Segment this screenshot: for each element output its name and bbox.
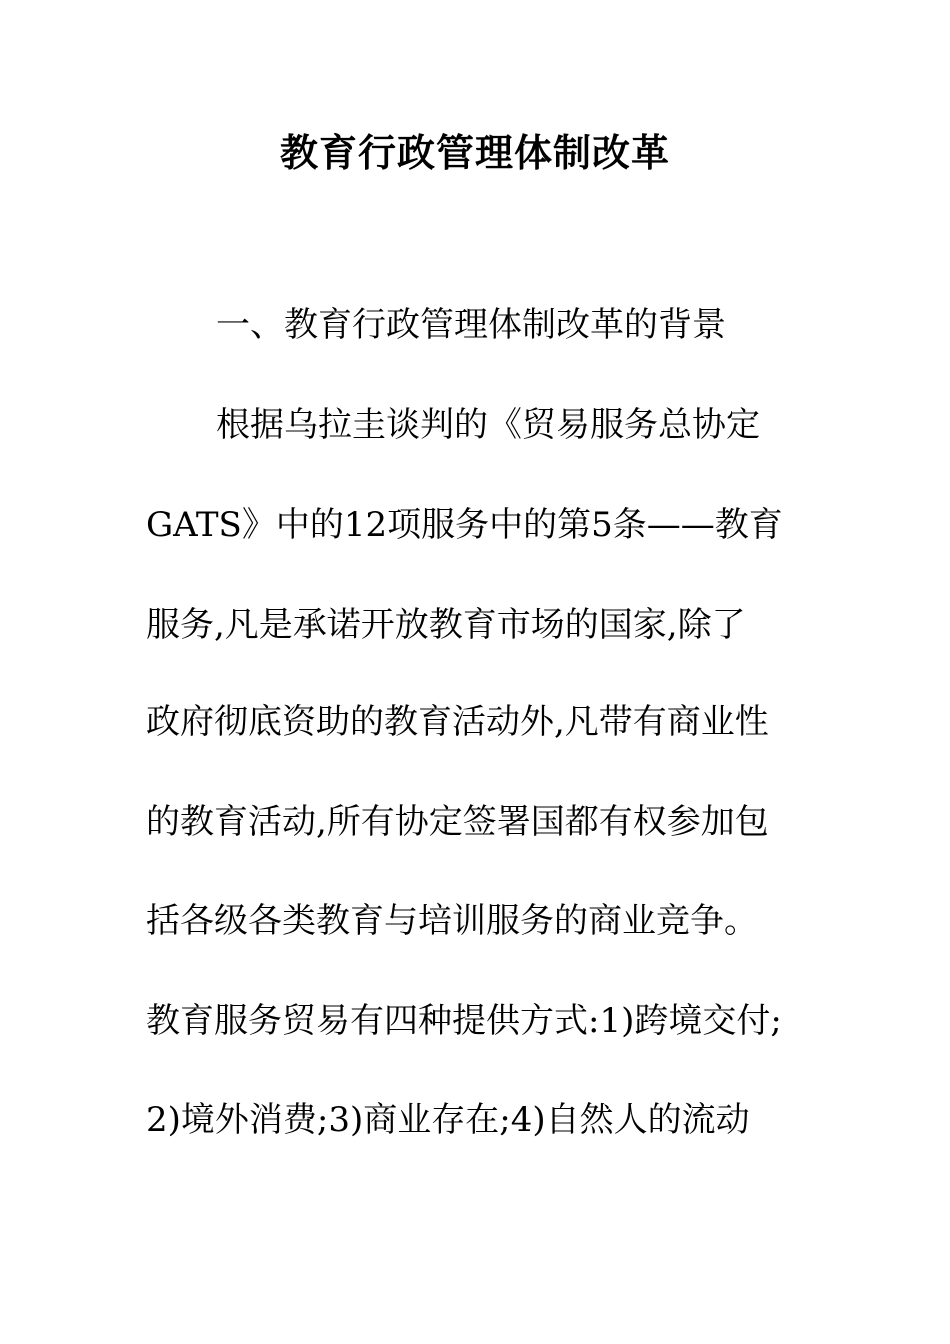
paragraph-line-6: 括各级各类教育与培训服务的商业竞争。 xyxy=(146,901,758,941)
paragraph-line-5: 的教育活动,所有协定签署国都有权参加包 xyxy=(146,802,769,842)
paragraph-line-3: 服务,凡是承诺开放教育市场的国家,除了 xyxy=(146,605,746,645)
section-heading: 一、教育行政管理体制改革的背景 xyxy=(216,305,726,345)
paragraph-line-7: 教育服务贸易有四种提供方式:1)跨境交付; xyxy=(146,1001,782,1041)
paragraph-line-8: 2)境外消费;3)商业存在;4)自然人的流动 xyxy=(146,1100,750,1140)
document-title: 教育行政管理体制改革 xyxy=(279,131,670,175)
paragraph-line-2: GATS》中的12项服务中的第5条——教育 xyxy=(146,505,783,545)
paragraph-line-4: 政府彻底资助的教育活动外,凡带有商业性 xyxy=(146,702,769,742)
paragraph-line-1: 根据乌拉圭谈判的《贸易服务总协定 xyxy=(216,405,760,445)
